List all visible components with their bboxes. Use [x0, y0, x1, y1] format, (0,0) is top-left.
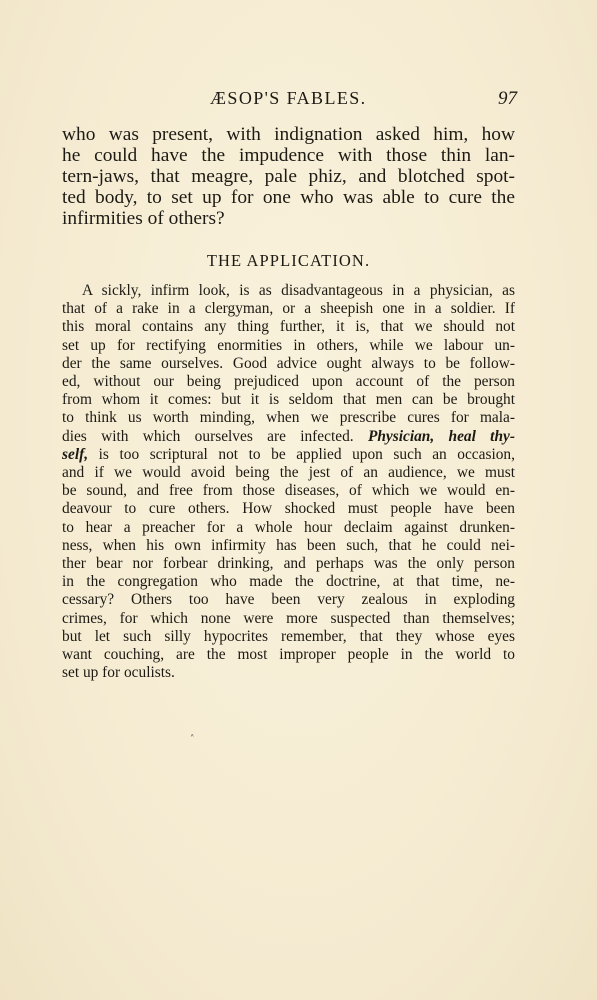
- printer-mark: ˄: [190, 735, 195, 745]
- text-line: cessary? Others too have been very zealous in exploding: [62, 591, 515, 609]
- text-line: and if we would avoid being the jest of an audience, we must: [62, 464, 515, 482]
- running-title: ÆSOP'S FABLES.: [210, 88, 367, 108]
- text-line: want couching, are the most improper people in the world to: [62, 646, 515, 664]
- text-line: set up for oculists.: [62, 664, 175, 682]
- page-number: 97: [498, 88, 517, 109]
- text-line: that of a rake in a clergyman, or a sheepish one in a soldier. If: [62, 300, 515, 318]
- text-line: to think us worth minding, when we prescribe cures for mala-: [62, 409, 515, 427]
- text-line: be sound, and free from those diseases, of which we would en-: [62, 482, 515, 500]
- text-line: who was present, with indignation asked him, how: [62, 124, 515, 145]
- text-line: deavour to cure others. How shocked must people have been: [62, 500, 515, 518]
- application-text: [62, 282, 515, 682]
- text-line: in the congregation who made the doctrine, at that time, ne-: [62, 573, 515, 591]
- text-line: ther bear nor forbear drinking, and perhaps was the only person: [62, 555, 515, 573]
- text-line: crimes, for which none were more suspected than themselves;: [62, 609, 515, 627]
- text-line: he could have the impudence with those thin lan-: [62, 145, 515, 166]
- fable-text: [62, 124, 515, 229]
- italic-quote: self,: [62, 445, 89, 463]
- text-line: [62, 428, 515, 446]
- italic-quote: Physician, heal thy-: [367, 427, 515, 445]
- text-line: infirmities of others?: [62, 208, 225, 229]
- text-segment: dies with which ourselves are infected.: [62, 427, 354, 445]
- running-head: [62, 88, 517, 112]
- text-line: set up for rectifying enormities in others, while we labour un-: [62, 336, 515, 354]
- text-segment: is too scriptural not to be applied upon such an occasion,: [98, 445, 515, 463]
- text-line: from whom it comes: but it is seldom that men can be brought: [62, 391, 515, 409]
- application-heading: THE APPLICATION.: [206, 251, 371, 270]
- text-line: ness, when his own infirmity has been such, that he could nei-: [62, 536, 515, 554]
- text-line: but let such silly hypocrites remember, that they whose eyes: [62, 627, 515, 645]
- text-line: ted body, to set up for one who was able to cure the: [62, 187, 515, 208]
- text-line: [62, 446, 515, 464]
- text-line: tern-jaws, that meagre, pale phiz, and blotched spot-: [62, 166, 515, 187]
- text-line: to hear a preacher for a whole hour declaim against drunken-: [62, 518, 515, 536]
- text-line: ed, without our being prejudiced upon account of the person: [62, 373, 515, 391]
- text-line: der the same ourselves. Good advice ought always to be follow-: [62, 354, 515, 372]
- text-line: this moral contains any thing further, it is, that we should not: [62, 318, 515, 336]
- text-line: A sickly, infirm look, is as disadvantageous in a physician, as: [82, 282, 515, 299]
